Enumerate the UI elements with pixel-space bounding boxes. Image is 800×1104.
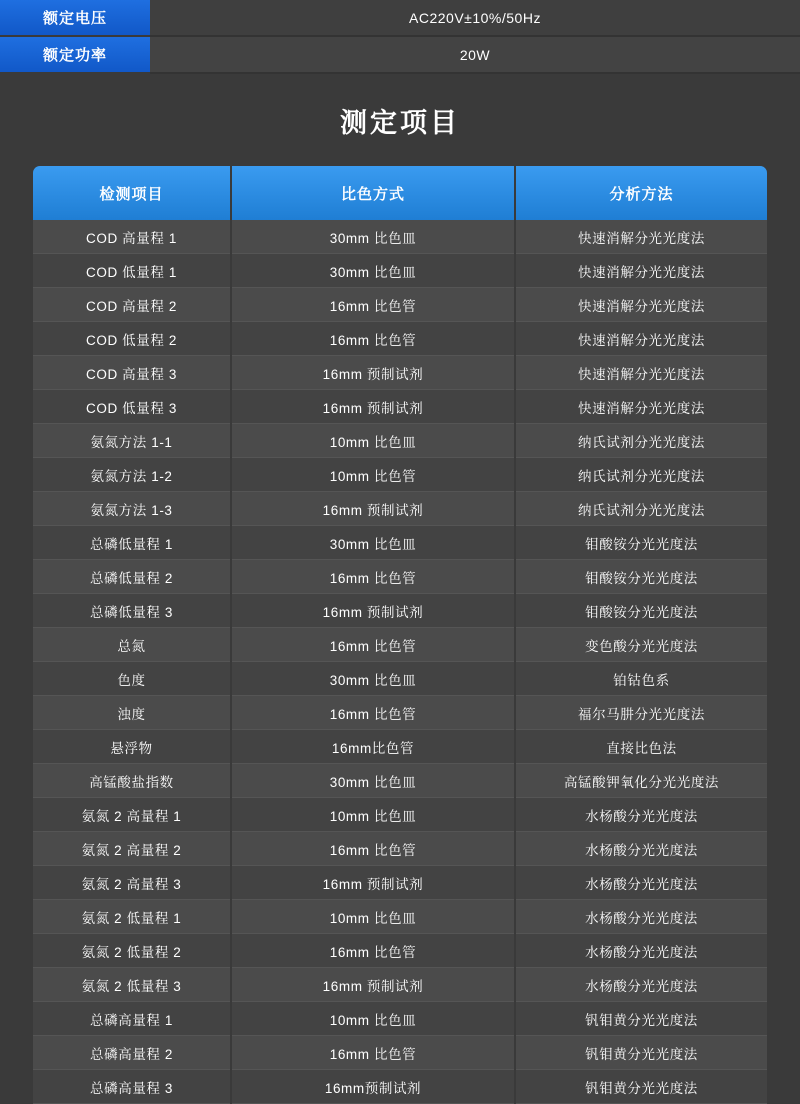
cell-colorimetry: 30mm 比色皿 bbox=[231, 526, 515, 560]
cell-item: COD 高量程 1 bbox=[33, 220, 231, 254]
cell-item: 总氮 bbox=[33, 628, 231, 662]
cell-method: 高锰酸钾氧化分光光度法 bbox=[515, 764, 767, 798]
cell-colorimetry: 16mm 比色管 bbox=[231, 288, 515, 322]
spec-value-power: 20W bbox=[150, 37, 800, 74]
cell-colorimetry: 30mm 比色皿 bbox=[231, 662, 515, 696]
cell-item: 氨氮 2 低量程 3 bbox=[33, 968, 231, 1002]
table-row bbox=[33, 968, 767, 1002]
table-row bbox=[33, 696, 767, 730]
spec-section bbox=[0, 0, 800, 74]
cell-colorimetry: 30mm 比色皿 bbox=[231, 254, 515, 288]
cell-colorimetry: 10mm 比色管 bbox=[231, 458, 515, 492]
measurement-table bbox=[33, 166, 767, 1104]
cell-method: 水杨酸分光光度法 bbox=[515, 866, 767, 900]
cell-colorimetry: 16mm 比色管 bbox=[231, 628, 515, 662]
table-row bbox=[33, 832, 767, 866]
spec-value-voltage: AC220V±10%/50Hz bbox=[150, 0, 800, 37]
cell-colorimetry: 16mm比色管 bbox=[231, 730, 515, 764]
table-row bbox=[33, 492, 767, 526]
table-row bbox=[33, 628, 767, 662]
cell-method: 快速消解分光光度法 bbox=[515, 288, 767, 322]
table-row bbox=[33, 866, 767, 900]
cell-item: 浊度 bbox=[33, 696, 231, 730]
cell-colorimetry: 16mm 比色管 bbox=[231, 832, 515, 866]
cell-item: 高锰酸盐指数 bbox=[33, 764, 231, 798]
cell-colorimetry: 10mm 比色皿 bbox=[231, 424, 515, 458]
cell-item: COD 高量程 2 bbox=[33, 288, 231, 322]
cell-method: 变色酸分光光度法 bbox=[515, 628, 767, 662]
cell-item: 悬浮物 bbox=[33, 730, 231, 764]
cell-method: 钼酸铵分光光度法 bbox=[515, 526, 767, 560]
table-row bbox=[33, 798, 767, 832]
cell-item: 总磷高量程 3 bbox=[33, 1070, 231, 1104]
cell-colorimetry: 16mm 比色管 bbox=[231, 696, 515, 730]
cell-item: 色度 bbox=[33, 662, 231, 696]
cell-method: 钒钼黄分光光度法 bbox=[515, 1036, 767, 1070]
spec-label-power: 额定功率 bbox=[0, 37, 150, 74]
table-row bbox=[33, 560, 767, 594]
cell-colorimetry: 30mm 比色皿 bbox=[231, 220, 515, 254]
cell-item: 总磷低量程 3 bbox=[33, 594, 231, 628]
measurement-table-wrapper bbox=[0, 166, 800, 1104]
cell-method: 快速消解分光光度法 bbox=[515, 220, 767, 254]
cell-method: 快速消解分光光度法 bbox=[515, 322, 767, 356]
table-row bbox=[33, 1070, 767, 1104]
spec-label-voltage: 额定电压 bbox=[0, 0, 150, 37]
cell-method: 快速消解分光光度法 bbox=[515, 356, 767, 390]
table-row bbox=[33, 322, 767, 356]
cell-item: 总磷高量程 2 bbox=[33, 1036, 231, 1070]
table-row bbox=[33, 458, 767, 492]
cell-method: 水杨酸分光光度法 bbox=[515, 832, 767, 866]
table-row bbox=[33, 730, 767, 764]
table-row bbox=[33, 526, 767, 560]
cell-method: 快速消解分光光度法 bbox=[515, 390, 767, 424]
cell-method: 铂钴色系 bbox=[515, 662, 767, 696]
cell-item: COD 高量程 3 bbox=[33, 356, 231, 390]
cell-colorimetry: 16mm预制试剂 bbox=[231, 1070, 515, 1104]
table-row bbox=[33, 356, 767, 390]
page-title: 测定项目 bbox=[340, 107, 460, 138]
cell-item: 总磷低量程 1 bbox=[33, 526, 231, 560]
cell-colorimetry: 16mm 预制试剂 bbox=[231, 356, 515, 390]
cell-method: 钒钼黄分光光度法 bbox=[515, 1070, 767, 1104]
cell-item: 氨氮方法 1-1 bbox=[33, 424, 231, 458]
cell-colorimetry: 16mm 预制试剂 bbox=[231, 866, 515, 900]
table-row bbox=[33, 220, 767, 254]
table-header-item: 检测项目 bbox=[33, 166, 231, 220]
cell-item: 氨氮 2 高量程 2 bbox=[33, 832, 231, 866]
cell-item: 氨氮 2 高量程 3 bbox=[33, 866, 231, 900]
cell-item: 氨氮 2 低量程 2 bbox=[33, 934, 231, 968]
cell-method: 钼酸铵分光光度法 bbox=[515, 594, 767, 628]
cell-colorimetry: 16mm 比色管 bbox=[231, 322, 515, 356]
cell-method: 钼酸铵分光光度法 bbox=[515, 560, 767, 594]
cell-colorimetry: 30mm 比色皿 bbox=[231, 764, 515, 798]
cell-method: 纳氏试剂分光光度法 bbox=[515, 492, 767, 526]
cell-item: 氨氮 2 低量程 1 bbox=[33, 900, 231, 934]
table-row bbox=[33, 288, 767, 322]
section-title-band bbox=[0, 74, 800, 166]
table-row bbox=[33, 900, 767, 934]
cell-method: 水杨酸分光光度法 bbox=[515, 968, 767, 1002]
table-header-colorimetry: 比色方式 bbox=[231, 166, 515, 220]
cell-item: COD 低量程 2 bbox=[33, 322, 231, 356]
cell-method: 福尔马肼分光光度法 bbox=[515, 696, 767, 730]
cell-item: COD 低量程 1 bbox=[33, 254, 231, 288]
cell-colorimetry: 16mm 比色管 bbox=[231, 560, 515, 594]
cell-colorimetry: 16mm 预制试剂 bbox=[231, 594, 515, 628]
cell-method: 水杨酸分光光度法 bbox=[515, 900, 767, 934]
cell-colorimetry: 10mm 比色皿 bbox=[231, 900, 515, 934]
cell-colorimetry: 16mm 预制试剂 bbox=[231, 968, 515, 1002]
cell-item: 总磷高量程 1 bbox=[33, 1002, 231, 1036]
table-header-method: 分析方法 bbox=[515, 166, 767, 220]
table-row bbox=[33, 1036, 767, 1070]
cell-colorimetry: 16mm 预制试剂 bbox=[231, 492, 515, 526]
cell-colorimetry: 10mm 比色皿 bbox=[231, 1002, 515, 1036]
table-row bbox=[33, 764, 767, 798]
cell-method: 水杨酸分光光度法 bbox=[515, 798, 767, 832]
table-row bbox=[33, 594, 767, 628]
table-header-row bbox=[33, 166, 767, 220]
table-row bbox=[33, 662, 767, 696]
table-body bbox=[33, 220, 767, 1104]
spec-row-voltage bbox=[0, 0, 800, 37]
table-row bbox=[33, 934, 767, 968]
cell-colorimetry: 16mm 预制试剂 bbox=[231, 390, 515, 424]
cell-item: 氨氮方法 1-3 bbox=[33, 492, 231, 526]
cell-method: 直接比色法 bbox=[515, 730, 767, 764]
cell-method: 纳氏试剂分光光度法 bbox=[515, 458, 767, 492]
table-row bbox=[33, 254, 767, 288]
cell-method: 钒钼黄分光光度法 bbox=[515, 1002, 767, 1036]
cell-item: 总磷低量程 2 bbox=[33, 560, 231, 594]
cell-item: COD 低量程 3 bbox=[33, 390, 231, 424]
cell-colorimetry: 10mm 比色皿 bbox=[231, 798, 515, 832]
cell-colorimetry: 16mm 比色管 bbox=[231, 1036, 515, 1070]
cell-method: 快速消解分光光度法 bbox=[515, 254, 767, 288]
cell-method: 纳氏试剂分光光度法 bbox=[515, 424, 767, 458]
cell-method: 水杨酸分光光度法 bbox=[515, 934, 767, 968]
cell-colorimetry: 16mm 比色管 bbox=[231, 934, 515, 968]
cell-item: 氨氮 2 高量程 1 bbox=[33, 798, 231, 832]
spec-row-power bbox=[0, 37, 800, 74]
table-row bbox=[33, 424, 767, 458]
table-row bbox=[33, 390, 767, 424]
cell-item: 氨氮方法 1-2 bbox=[33, 458, 231, 492]
table-row bbox=[33, 1002, 767, 1036]
